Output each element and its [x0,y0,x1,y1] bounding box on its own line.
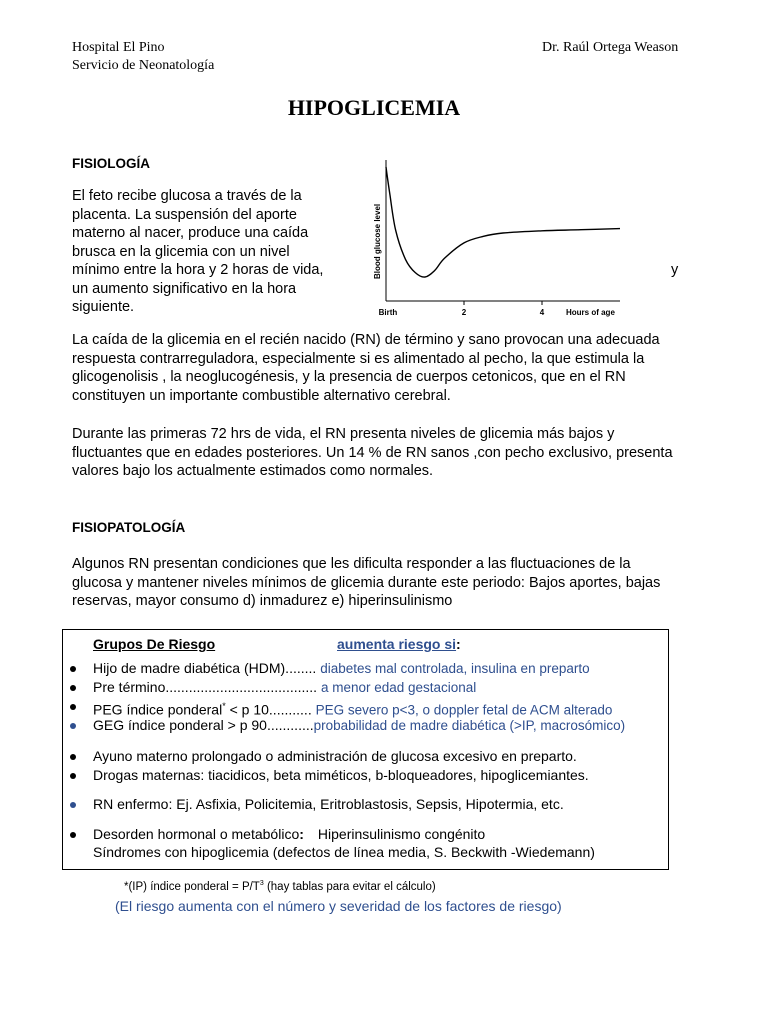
intro-line: El feto recibe glucosa a través de la [72,188,302,204]
increases-risk-colon: : [456,636,461,652]
intro-line: materno al nacer, produce una caída [72,225,309,241]
bullet [70,832,76,838]
risk-item-detail: a menor edad gestacional [320,680,477,695]
risk-item-geg [93,716,625,735]
risk-item-detail: PEG severo p<3, o doppler fetal de ACM alterado [315,702,613,718]
paragraph-line: valores bajo los actualmente estimados como normales. [72,463,434,479]
bullet [70,666,76,672]
risk-item-label: PEG índice ponderal [93,701,223,718]
x-tick-label: Birth [378,308,398,317]
fisiopatologia-paragraph [72,555,712,611]
bullet [70,754,76,760]
fisiologia-paragraph-2 [72,331,712,405]
intro-line: siguiente. [72,299,135,315]
x-tick-label: 4 [539,308,545,317]
intro-line: un aumento significativo en la hora [72,280,297,297]
paragraph-line: reservas, mayor consumo d) inmadurez e) hiperinsulinismo [72,593,453,609]
x-axis-label: Hours of age [566,308,615,317]
risk-item-rn-enfermo: RN enfermo: Ej. Asfixia, Policitemia, Eritroblastosis, Sepsis, Hipotermia, etc. [93,796,564,812]
increases-risk-header [337,635,461,653]
risk-item-label: Pre término....................................... [93,679,318,695]
fisiologia-paragraph-3 [72,425,712,481]
paragraph-line: Algunos RN presentan condiciones que les dificulta responder a las fluctuaciones de la [72,556,631,572]
paragraph-line: respuesta contrarreguladora, especialmente si es alimentado al pecho, la que estimula la [72,350,645,367]
risk-item-label: Hijo de madre diabética (HDM)........ [93,660,317,676]
trailing-y: y [671,262,679,278]
service-name: Servicio de Neonatología [72,58,215,73]
risk-groups-header: Grupos De Riesgo [93,636,216,652]
x-tick-marks [464,301,542,305]
intro-line: placenta. La suspensión del aporte [72,206,297,223]
risk-item-hormonal [93,825,485,843]
increases-risk-label: aumenta riesgo si [337,636,457,652]
glucose-chart [362,155,637,325]
glucose-curve-line [386,167,620,277]
y-axis-label: Blood glucose level [373,203,382,279]
section-heading-fisiologia: FISIOLOGÍA [72,156,151,171]
risk-item-label-tail: < p 10........... [225,701,312,718]
risk-item-ayuno: Ayuno materno prolongado o administración de glucosa excesivo en preparto. [93,748,577,764]
asterisk-mark: * [222,701,226,711]
paragraph-line: La caída de la glicemia en el recién nacido (RN) de término y sano provocan una adecuada [72,332,660,348]
section-heading-fisiopatologia: FISIOPATOLOGÍA [72,520,186,535]
hospital-name: Hospital El Pino [72,40,165,55]
bullet [70,773,76,779]
footnote-exponent: 3 [259,880,264,887]
doctor-name: Dr. Raúl Ortega Weason [542,40,679,55]
risk-item-hdm [93,659,590,678]
hormonal-detail: Hiperinsulinismo congénito [317,826,486,842]
footnote-suffix: (hay tablas para evitar el cálculo) [263,880,436,893]
x-tick-label: 2 [461,308,467,317]
footnote-ip [124,880,436,893]
paragraph-line: Durante las primeras 72 hrs de vida, el RN presenta niveles de glicemia más bajos y [72,426,615,442]
footnote-risk-note: (El riesgo aumenta con el número y severidad de los factores de riesgo) [115,898,562,914]
intro-line: mínimo entre la hora y 2 horas de vida, [72,262,324,278]
risk-item-detail: diabetes mal controlada, insulina en preparto [320,661,590,676]
page-title: HIPOGLICEMIA [287,95,461,120]
bullet [70,704,76,710]
risk-item-syndromes: Síndromes con hipoglicemia (defectos de línea media, S. Beckwith -Wiedemann) [93,844,595,860]
risk-item-label: GEG índice ponderal > p 90............ [93,717,314,733]
paragraph-line: constituyen un importante combustible alternativo cerebral. [72,387,451,404]
risk-groups-box [62,629,669,870]
risk-item-drogas: Drogas maternas: tiacidicos, beta miméticos, b-bloqueadores, hipoglicemiantes. [93,767,589,783]
risk-item-pretermino [93,678,476,697]
bullet [70,723,76,729]
paragraph-line: glicogenolisis , la neoglucogénesis, y la presencia de cuerpos cetonicos, que en el RN [72,369,626,385]
footnote-prefix: *(IP) índice ponderal = P/T [124,880,260,893]
hormonal-label: Desorden hormonal o metabólico [93,826,300,842]
paragraph-line: glucosa y mantener niveles mínimos de glicemia durante este periodo: Bajos aportes, bajas [72,574,661,591]
bullet [70,802,76,808]
risk-item-detail: probabilidad de madre diabética (>IP, macrosómico) [313,718,626,733]
hormonal-colon: : [299,826,304,842]
fisiologia-intro [72,187,352,317]
intro-line: brusca en la glicemia con un nivel [72,243,290,260]
paragraph-line: fluctuantes que en edades posteriores. Un 14 % de RN sanos ,con pecho exclusivo, presenta [72,444,673,461]
bullet [70,685,76,691]
